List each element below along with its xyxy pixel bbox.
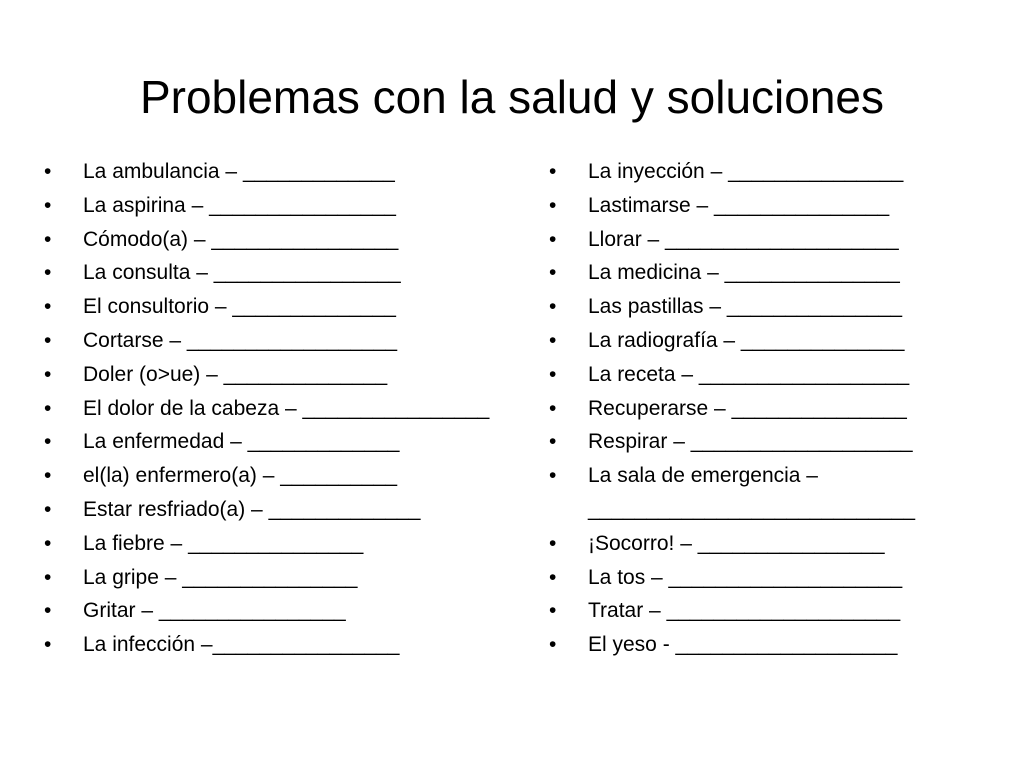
list-item (545, 189, 1005, 223)
list-item (545, 358, 1005, 392)
list-item-text: La sala de emergencia – ____________________________ (588, 464, 916, 521)
list-item (40, 189, 510, 223)
bullet-icon: • (44, 160, 52, 183)
list-item-text: La gripe – _______________ (83, 565, 358, 589)
list-item-text: Las pastillas – _______________ (588, 295, 903, 319)
list-item-text: Estar resfriado(a) – _____________ (83, 497, 421, 521)
list-item-text: Gritar – ________________ (83, 599, 346, 623)
list-item (40, 155, 510, 189)
list-item (40, 594, 510, 628)
list-item (545, 527, 1005, 561)
list-item-text: Lastimarse – _______________ (588, 193, 890, 217)
bullet-icon: • (44, 193, 52, 217)
bullet-icon: • (44, 531, 52, 555)
bullet-icon: • (44, 497, 52, 521)
list-item (545, 392, 1005, 426)
list-item (40, 392, 510, 426)
right-vocabulary-list (545, 155, 1005, 662)
bullet-icon: • (549, 160, 557, 183)
bullet-icon: • (44, 261, 52, 285)
bullet-icon: • (44, 633, 52, 657)
bullet-icon: • (549, 599, 557, 623)
bullet-icon: • (549, 531, 557, 555)
left-vocabulary-list (40, 155, 510, 662)
bullet-icon: • (549, 193, 557, 217)
list-item (40, 256, 510, 290)
bullet-icon: • (549, 565, 557, 589)
list-item-text: La infección –________________ (83, 633, 400, 657)
list-item-text: Doler (o>ue) – ______________ (83, 362, 388, 386)
slide-title: Problemas con la salud y soluciones (139, 71, 885, 123)
list-item-text: Cómodo(a) – ________________ (83, 227, 399, 251)
list-item-text: La radiografía – ______________ (588, 328, 905, 352)
list-item-text: el(la) enfermero(a) – __________ (83, 464, 398, 488)
list-item (545, 290, 1005, 324)
list-item (40, 358, 510, 392)
bullet-icon: • (44, 565, 52, 589)
list-item (40, 290, 510, 324)
list-item-text: La receta – __________________ (588, 362, 910, 386)
bullet-icon: • (44, 295, 52, 319)
list-item (545, 324, 1005, 358)
list-item-text: La tos – ____________________ (588, 565, 903, 589)
list-item-text: ¡Socorro! – ________________ (588, 531, 885, 555)
list-item (40, 425, 510, 459)
list-item (40, 324, 510, 358)
bullet-icon: • (549, 227, 557, 251)
list-item-text: Llorar – ____________________ (588, 227, 899, 251)
list-item-text: La consulta – ________________ (83, 261, 401, 285)
bullet-icon: • (549, 261, 557, 285)
bullet-icon: • (549, 633, 557, 657)
list-item-text: La enfermedad – _____________ (83, 430, 400, 454)
list-item (40, 493, 510, 527)
bullet-icon: • (44, 396, 52, 420)
list-item (545, 223, 1005, 257)
list-item-text: Recuperarse – _______________ (588, 396, 907, 420)
list-item (545, 594, 1005, 628)
list-item-text: La inyección – _______________ (588, 160, 904, 183)
list-item (40, 561, 510, 595)
bullet-icon: • (549, 396, 557, 420)
bullet-icon: • (549, 328, 557, 352)
bullet-icon: • (549, 464, 557, 488)
list-item-text: Tratar – ____________________ (588, 599, 901, 623)
bullet-icon: • (44, 328, 52, 352)
list-item-text: Cortarse – __________________ (83, 328, 398, 352)
bullet-icon: • (44, 464, 52, 488)
list-item (40, 628, 510, 662)
list-item-text: La fiebre – _______________ (83, 531, 364, 555)
list-item (40, 223, 510, 257)
list-item-text: El consultorio – ______________ (83, 295, 396, 319)
bullet-icon: • (44, 227, 52, 251)
bullet-icon: • (44, 430, 52, 454)
bullet-icon: • (549, 295, 557, 319)
list-item-text: La ambulancia – _____________ (83, 160, 395, 183)
list-item (545, 256, 1005, 290)
bullet-icon: • (44, 599, 52, 623)
list-item-text: La aspirina – ________________ (83, 193, 396, 217)
list-item-text: Respirar – ___________________ (588, 430, 913, 454)
list-item (545, 425, 1005, 459)
list-item-text: El dolor de la cabeza – ________________ (83, 396, 490, 420)
list-item (545, 459, 1005, 527)
list-item (40, 527, 510, 561)
bullet-icon: • (549, 362, 557, 386)
list-item (545, 628, 1005, 662)
list-item-text: El yeso - ___________________ (588, 633, 898, 657)
bullet-icon: • (549, 430, 557, 454)
bullet-icon: • (44, 362, 52, 386)
list-item-text: La medicina – _______________ (588, 261, 900, 285)
list-item (545, 561, 1005, 595)
list-item (545, 155, 1005, 189)
list-item (40, 459, 510, 493)
